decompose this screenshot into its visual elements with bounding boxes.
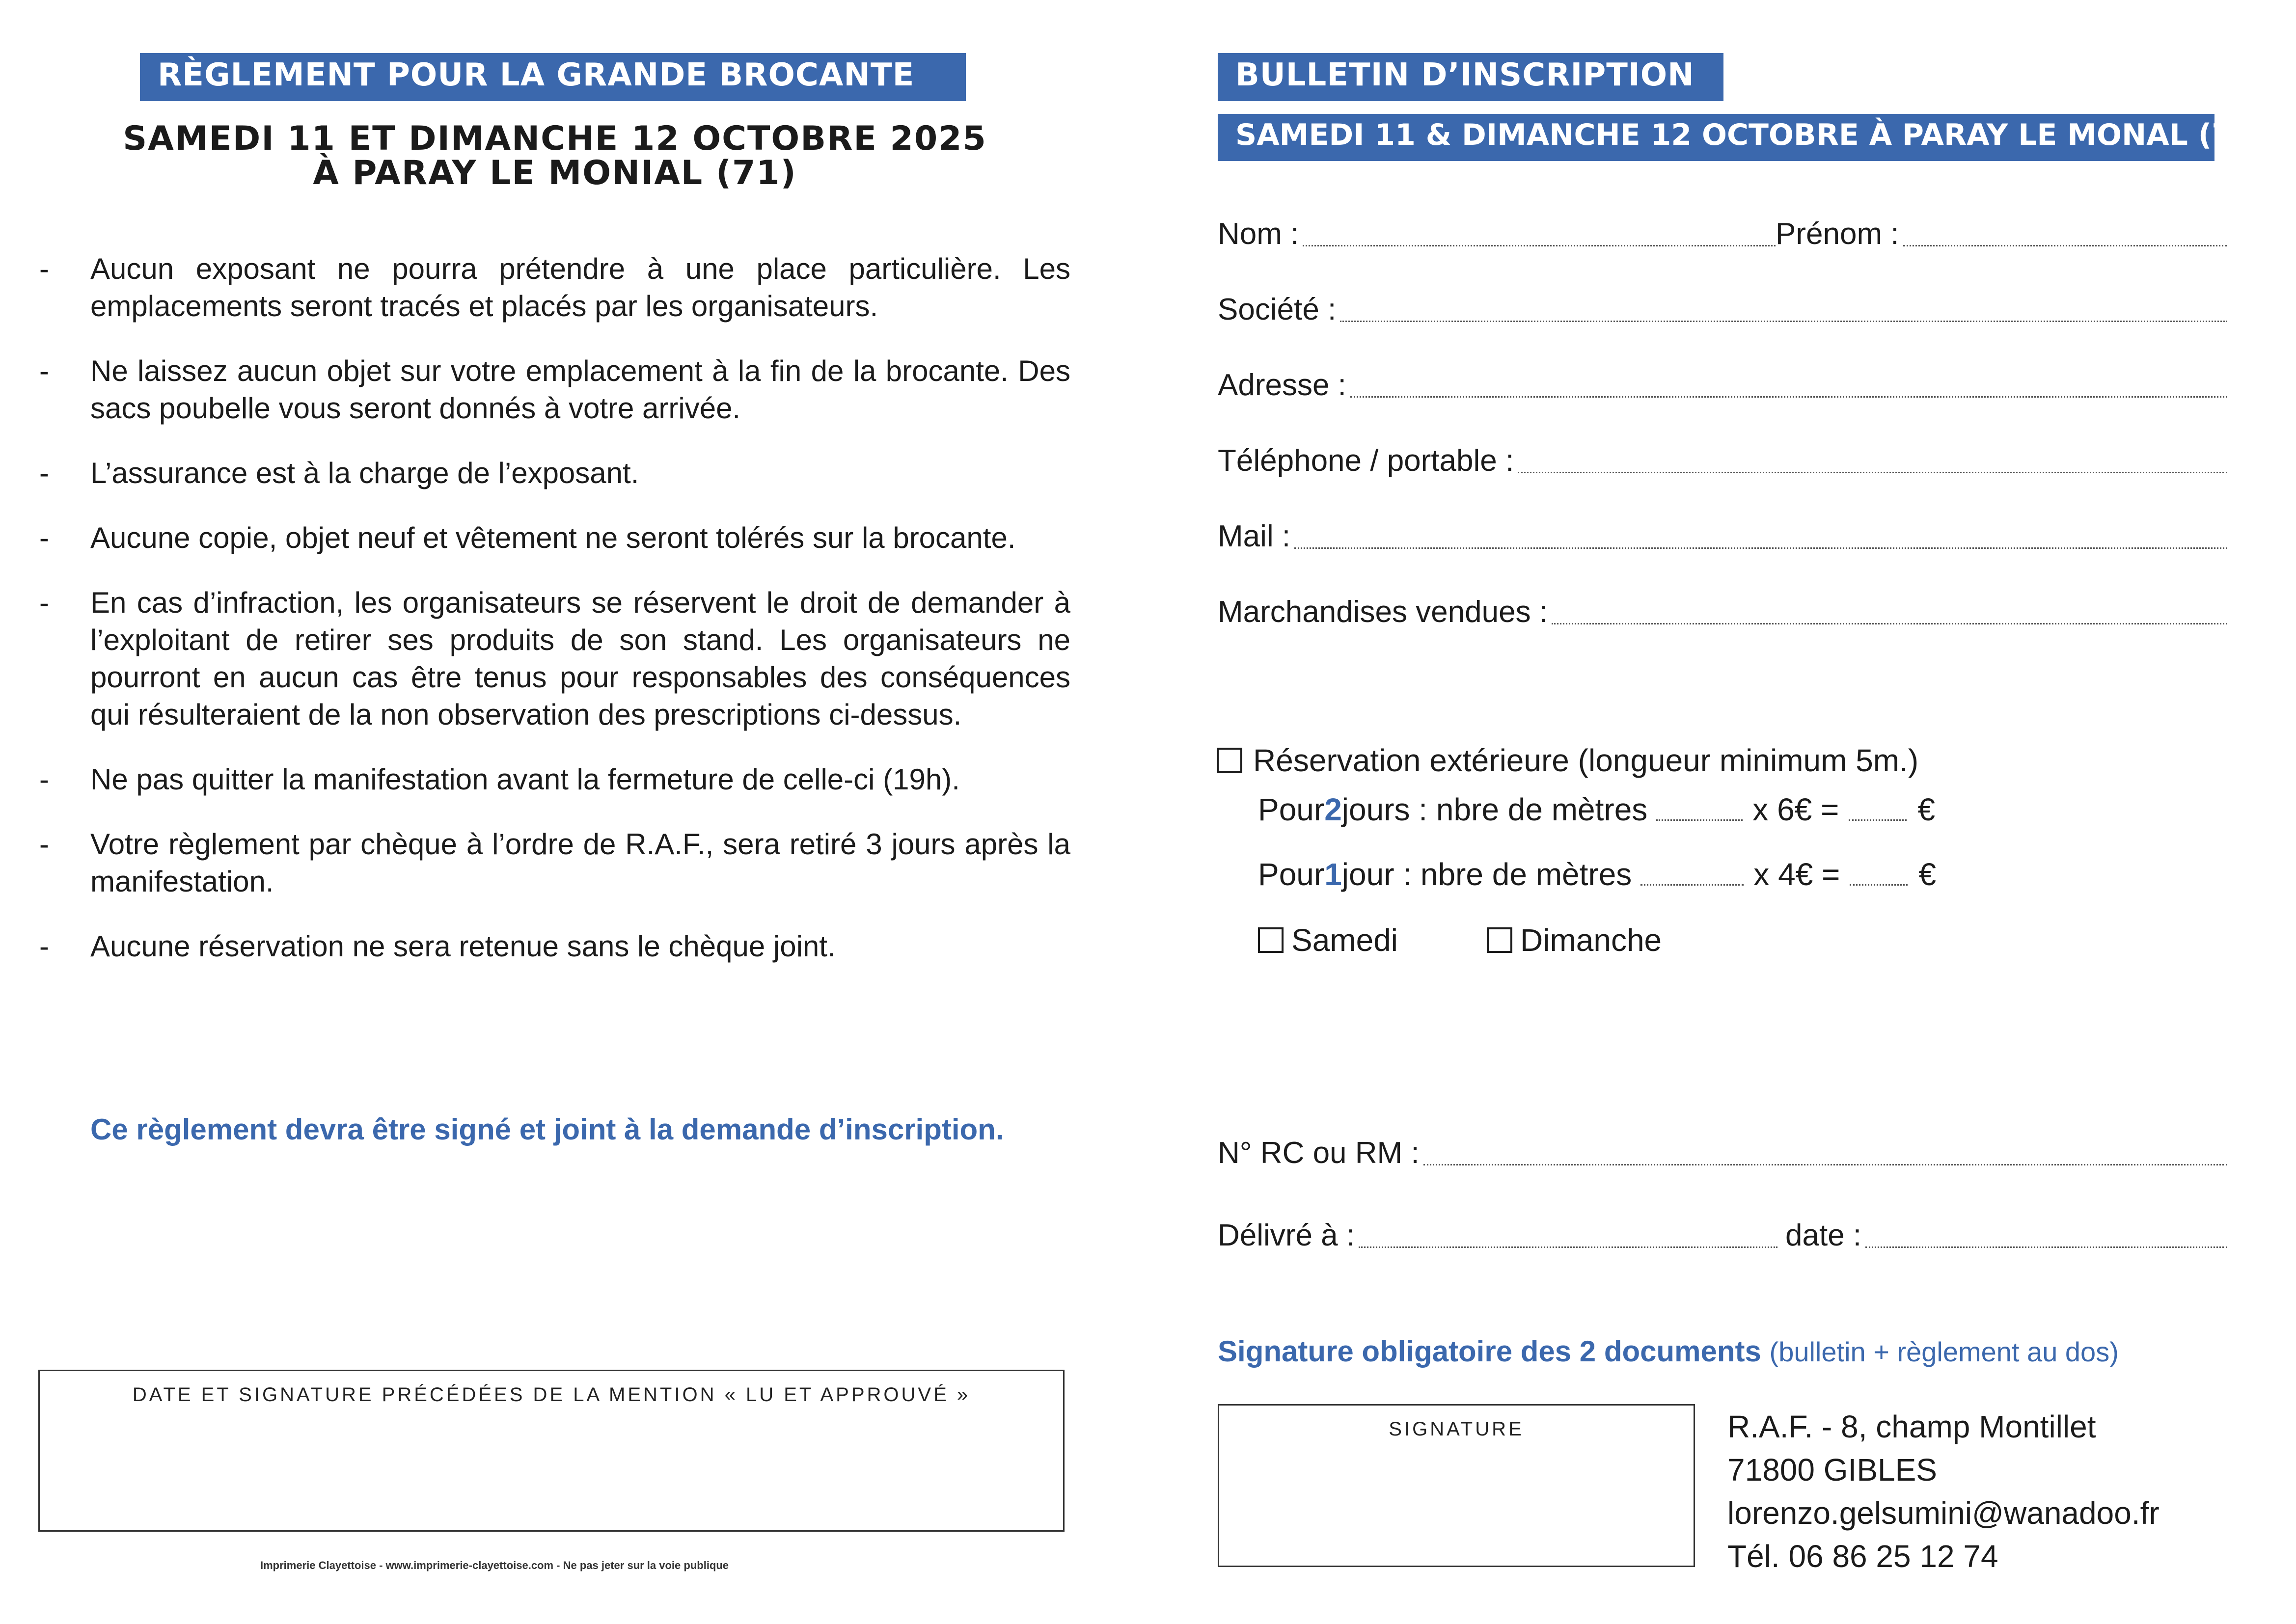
dimanche-label: Dimanche (1520, 922, 1662, 958)
one-day-rate: x 4€ = (1753, 857, 1840, 892)
reservation-checkbox[interactable] (1217, 748, 1242, 773)
societe-label: Société : (1218, 293, 1337, 326)
two-days-currency: € (1917, 792, 1935, 827)
reservation-label: Réservation extérieure (longueur minimum 5m.) (1253, 743, 1919, 778)
dimanche-checkbox[interactable] (1487, 927, 1512, 953)
samedi-option (1258, 922, 1398, 958)
date-field[interactable] (1785, 1219, 2227, 1252)
date-label: date : (1785, 1218, 1862, 1252)
signature-note: (bulletin + règlement au dos) (1769, 1336, 2119, 1367)
two-days-meters-input[interactable] (1656, 819, 1743, 821)
rules-signature-note: Ce règlement devra être signé et joint à la demande d’inscription. (90, 1113, 1004, 1146)
dimanche-option (1487, 922, 1662, 958)
rc-label: N° RC ou RM : (1218, 1136, 1420, 1170)
rule-item: - Ne pas quitter la manifestation avant la fermeture de celle-ci (19h). (39, 763, 960, 796)
one-day-number: 1 (1324, 857, 1342, 892)
adresse-label: Adresse : (1218, 368, 1346, 402)
address-line: R.A.F. - 8, champ Montillet (1727, 1409, 2096, 1444)
marchandises-field[interactable] (1218, 596, 2227, 628)
mail-label: Mail : (1218, 519, 1291, 553)
delivre-label: Délivré à : (1218, 1218, 1355, 1252)
mail-field[interactable] (1218, 520, 2227, 553)
rules-signature-caption: DATE ET SIGNATURE PRÉCÉDÉES DE LA MENTION « LU ET APPROUVÉ » (132, 1384, 971, 1406)
rule-item: - Ne laissez aucun objet sur votre emplacement à la fin de la brocante. Des sacs poubelle vous seront donnés à votre arrivée. (39, 354, 1070, 425)
societe-field[interactable] (1218, 294, 2227, 326)
form-banner: BULLETIN D’INSCRIPTION (1218, 53, 1723, 101)
address-line: 71800 GIBLES (1727, 1452, 1937, 1488)
telephone-field[interactable] (1218, 445, 2227, 477)
form-signature-box[interactable] (1218, 1404, 1695, 1567)
signature-title: Signature obligatoire des 2 documents (1218, 1335, 1761, 1368)
marchandises-label: Marchandises vendues : (1218, 595, 1548, 629)
two-days-total-input[interactable] (1849, 819, 1907, 821)
rule-item: - Aucune copie, objet neuf et vêtement ne seront tolérés sur la brocante. (39, 521, 1016, 554)
rule-item: - L’assurance est à la charge de l’exposant. (39, 457, 639, 489)
one-day-total-input[interactable] (1850, 884, 1908, 886)
telephone-label: Téléphone / portable : (1218, 444, 1514, 478)
adresse-field[interactable] (1218, 369, 2227, 402)
rules-location-line: À PARAY LE MONIAL (71) (313, 154, 797, 192)
prenom-label: Prénom : (1776, 217, 1899, 251)
rule-item: - Votre règlement par chèque à l’ordre de R.A.F., sera retiré 3 jours après la manifestation. (39, 828, 1070, 898)
rules-list (39, 250, 1070, 993)
nom-field[interactable] (1218, 218, 1776, 250)
phone-line: Tél. 06 86 25 12 74 (1727, 1539, 1998, 1574)
nom-label: Nom : (1218, 217, 1299, 251)
rule-item: - En cas d’infraction, les organisateurs se réservent le droit de demander à l’exploitant de retirer ses produits de son stand. Les organisateurs ne pourront en aucun cas être tenus pour responsables des conséquences qui résulteraient de la non observation des prescriptions ci-dessus. (39, 586, 1070, 731)
delivre-field[interactable] (1218, 1219, 1777, 1252)
reservation-row (1217, 742, 1918, 779)
rule-item: - Aucune réservation ne sera retenue sans le chèque joint. (39, 930, 836, 963)
rc-field[interactable] (1218, 1137, 2227, 1169)
one-day-meters-input[interactable] (1640, 884, 1744, 886)
rules-signature-box[interactable] (38, 1370, 1065, 1532)
organizer-address (1727, 1405, 2159, 1578)
samedi-checkbox[interactable] (1258, 927, 1284, 953)
prenom-field[interactable] (1776, 218, 2227, 250)
one-day-currency: € (1918, 857, 1936, 892)
signature-heading (1218, 1334, 2119, 1368)
two-days-line: Pour 2 jours : nbre de mètres x 6€ = € (1258, 792, 1935, 827)
samedi-label: Samedi (1291, 922, 1398, 958)
email-link[interactable]: lorenzo.gelsumini@wanadoo.fr (1727, 1495, 2159, 1531)
rules-date-line: SAMEDI 11 ET DIMANCHE 12 OCTOBRE 2025 (123, 119, 987, 158)
rule-item: - Aucun exposant ne pourra prétendre à une place particulière. Les emplacements seront tracés et placés par les organisateurs. (39, 252, 1070, 323)
rules-banner: RÈGLEMENT POUR LA GRANDE BROCANTE (140, 53, 966, 101)
two-days-rate: x 6€ = (1752, 792, 1839, 827)
one-day-line: Pour 1 jour : nbre de mètres x 4€ = € (1258, 857, 1936, 892)
printer-credit: Imprimerie Clayettoise - www.imprimerie-clayettoise.com - Ne pas jeter sur la voie publique (260, 1559, 729, 1571)
two-days-number: 2 (1324, 792, 1342, 827)
form-date-banner: SAMEDI 11 & DIMANCHE 12 OCTOBRE À PARAY LE MONAL (71) (1218, 114, 2214, 161)
form-signature-caption: SIGNATURE (1389, 1418, 1524, 1440)
